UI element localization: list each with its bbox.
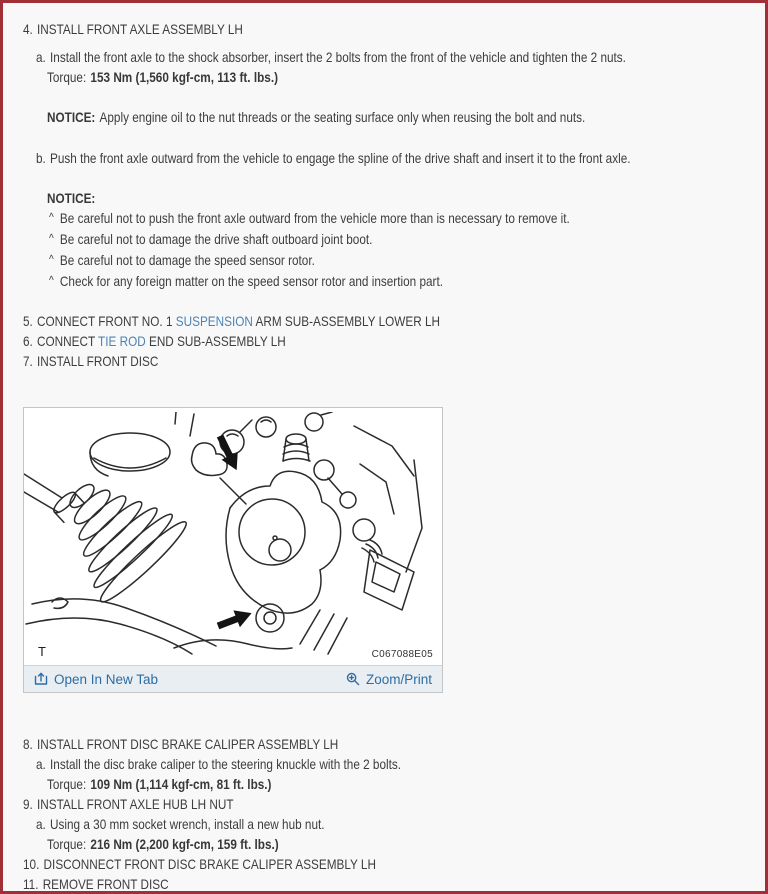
step-6-heading: 6. CONNECT TIE ROD END SUB-ASSEMBLY LH — [23, 333, 286, 349]
notice-bullet: ^ Be careful not to damage the speed sensor rotor. — [23, 250, 765, 271]
step-4a-text: a. Install the front axle to the shock absorber, insert the 2 bolts from the front of the vehicle and tighten the 2 nuts. — [36, 49, 626, 65]
step-number: 5. — [23, 313, 33, 329]
torque-label: Torque: — [47, 836, 87, 852]
step-4-heading — [23, 19, 765, 39]
step-title: INSTALL FRONT AXLE HUB LH NUT — [37, 796, 234, 812]
figure-panel — [23, 407, 443, 693]
open-in-new-tab-icon — [34, 672, 48, 686]
step-4b-text: b. Push the front axle outward from the vehicle to engage the spline of the drive shaft and insert it to the front axle. — [36, 150, 631, 166]
step-9-heading — [23, 794, 765, 814]
zoom-in-icon — [346, 672, 360, 686]
technical-illustration — [24, 408, 442, 665]
bullet-marker: ^ — [49, 252, 54, 266]
notice-label: NOTICE: — [47, 190, 96, 206]
suspension-link[interactable]: SUSPENSION — [175, 313, 253, 329]
notice-bullet: ^ Be careful not to damage the drive shaft outboard joint boot. — [23, 229, 765, 250]
torque-label: Torque: — [47, 776, 87, 792]
step-9a-text: a. Using a 30 mm socket wrench, install a new hub nut. — [36, 816, 325, 832]
open-in-new-tab-link[interactable]: Open In New Tab — [34, 672, 158, 687]
step-title: DISCONNECT FRONT DISC BRAKE CALIPER ASSEMBLY LH — [43, 856, 376, 872]
notice-bullet: ^ Be careful not to push the front axle outward from the vehicle more than is necessary to remove it. — [23, 208, 765, 229]
step-4b-notice-heading — [23, 188, 765, 208]
step-5-heading: 5. CONNECT FRONT NO. 1 SUSPENSION ARM SUB-ASSEMBLY LOWER LH — [23, 313, 441, 329]
step-4a-notice — [23, 107, 765, 127]
step-10-heading — [23, 854, 765, 874]
step-title: REMOVE FRONT DISC — [42, 876, 169, 892]
step-number: 8. — [23, 736, 33, 752]
substep-letter: b. — [36, 150, 46, 166]
notice-bullet: ^ Check for any foreign matter on the speed sensor rotor and insertion part. — [23, 271, 765, 292]
notice-text: Apply engine oil to the nut threads or the seating surface only when reusing the bolt and nuts. — [99, 109, 586, 125]
step-number: 9. — [23, 796, 33, 812]
axle-caliper-drawing — [24, 412, 442, 657]
figure-toolbar — [24, 665, 442, 692]
notice-label: NOTICE: — [47, 109, 96, 125]
tie-rod-link[interactable]: TIE ROD — [98, 333, 146, 349]
instruction-list — [3, 3, 765, 894]
step-8a-text: a. Install the disc brake caliper to the steering knuckle with the 2 bolts. — [36, 756, 402, 772]
torque-value: 109 Nm (1,114 kgf-cm, 81 ft. lbs.) — [90, 776, 272, 792]
step-9a-torque — [23, 834, 765, 854]
substep-letter: a. — [36, 49, 46, 65]
step-number: 4. — [23, 21, 33, 37]
step-title: INSTALL FRONT DISC — [37, 353, 159, 369]
zoom-print-link[interactable]: Zoom/Print — [346, 672, 432, 687]
substep-letter: a. — [36, 816, 46, 832]
bullet-marker: ^ — [49, 210, 54, 224]
torque-value: 153 Nm (1,560 kgf-cm, 113 ft. lbs.) — [90, 69, 279, 85]
step-title: INSTALL FRONT DISC BRAKE CALIPER ASSEMBLY LH — [37, 736, 339, 752]
substep-letter: a. — [36, 756, 46, 772]
torque-value: 216 Nm (2,200 kgf-cm, 159 ft. lbs.) — [90, 836, 279, 852]
step-number: 6. — [23, 333, 33, 349]
bullet-marker: ^ — [49, 273, 54, 287]
step-8a-torque — [23, 774, 765, 794]
bullet-marker: ^ — [49, 231, 54, 245]
step-number: 11. — [23, 876, 39, 892]
step-number: 10. — [23, 856, 40, 872]
figure-corner-mark: T — [38, 644, 46, 659]
step-7-heading — [23, 351, 765, 371]
torque-label: Torque: — [47, 69, 87, 85]
step-11-heading — [23, 874, 765, 894]
step-title: INSTALL FRONT AXLE ASSEMBLY LH — [37, 21, 243, 37]
step-4a-torque — [23, 67, 765, 87]
step-8-heading — [23, 734, 765, 754]
figure-caption: C067088E05 — [371, 649, 433, 660]
step-number: 7. — [23, 353, 33, 369]
